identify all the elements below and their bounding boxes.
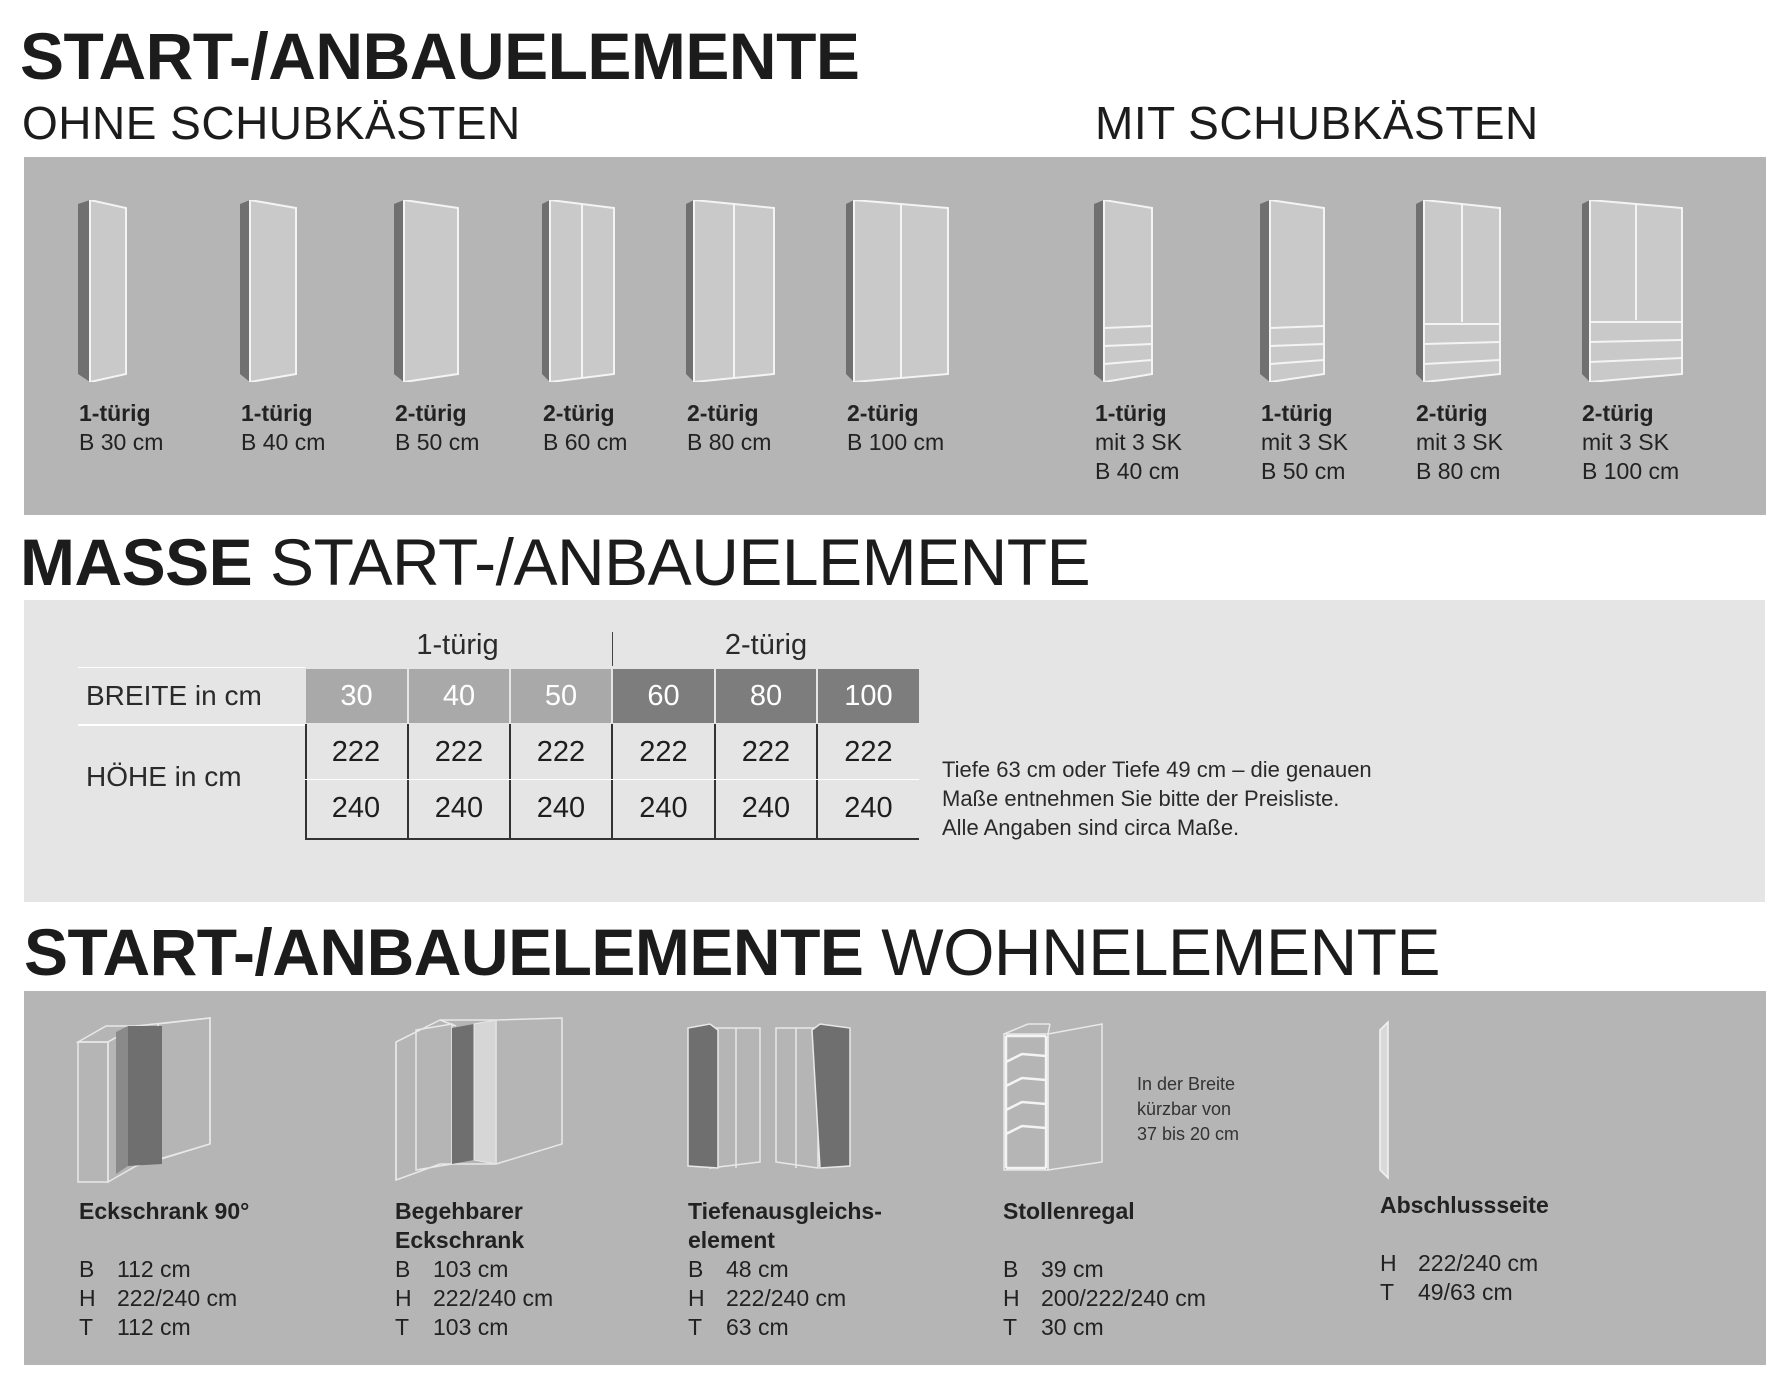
width-cell: 100 [818, 669, 919, 723]
label-element-1: 1-türig B 30 cm [79, 400, 164, 455]
shelf-unit-icon [1002, 1022, 1106, 1174]
width-cell: 50 [511, 669, 611, 723]
cabinet-1door-30 [78, 200, 128, 382]
cabinet-2door-50 [394, 200, 460, 382]
width-cell: 40 [409, 669, 509, 723]
label-element-6: 2-türig B 100 cm [847, 400, 945, 455]
wohnelemente-panel [24, 991, 1766, 1365]
height-cell: 240 [844, 791, 893, 824]
height-cell: 240 [434, 791, 484, 824]
shelf-unit-label: Stollenregal B 39 cm H 200/222/240 cm T 30 cm [1003, 1198, 1206, 1340]
grid-line [305, 838, 919, 840]
label-element-2: 1-türig B 40 cm [241, 400, 326, 455]
cabinet-2door-drawers-80 [1416, 200, 1502, 382]
height-cell: 222 [639, 735, 688, 768]
label-element-3: 2-türig B 50 cm [395, 400, 480, 455]
label-drawer-element-1: 1-türig mit 3 SK B 40 cm [1095, 400, 1182, 484]
grid-line [305, 779, 919, 780]
corner-cabinet-label: Eckschrank 90° B 112 cm H 222/240 cm T 112 cm [79, 1198, 250, 1340]
depth-compensation-element-icon [686, 1022, 854, 1174]
row-header-hoehe: HÖHE in cm [86, 761, 242, 792]
group-1-door: 1-türig [416, 629, 499, 661]
end-panel-icon [1378, 1020, 1392, 1180]
label-drawer-element-3: 2-türig mit 3 SK B 80 cm [1416, 400, 1503, 484]
cabinet-1door-drawers-50 [1260, 200, 1326, 382]
page-title: START-/ANBAUELEMENTE [20, 19, 860, 93]
group-2-door: 2-türig [724, 629, 808, 661]
wohnelemente-title: START-/ANBAUELEMENTE WOHNELEMENTE [24, 915, 1440, 989]
subtitle-with-drawers: MIT SCHUBKÄSTEN [1095, 97, 1539, 149]
breite-bottom-rule [78, 724, 305, 726]
label-drawer-element-2: 1-türig mit 3 SK B 50 cm [1261, 400, 1348, 484]
walk-in-corner-cabinet-label: Begehbarer Eckschrank B 103 cm H 222/240 cm T 103 cm [395, 1198, 554, 1340]
cabinet-1door-drawers-40 [1094, 200, 1154, 382]
height-cell: 222 [331, 735, 381, 768]
walk-in-corner-cabinet-icon [392, 1014, 568, 1186]
height-cell: 222 [844, 735, 893, 768]
depth-compensation-element-label: Tiefenausgleichs- element B 48 cm H 222/240 cm T 63 cm [688, 1198, 882, 1340]
row-header-breite: BREITE in cm [86, 680, 262, 711]
label-element-5: 2-türig B 80 cm [687, 400, 772, 455]
cabinet-2door-80 [686, 200, 776, 382]
height-cell: 240 [741, 791, 791, 824]
label-drawer-element-4: 2-türig mit 3 SK B 100 cm [1582, 400, 1680, 484]
corner-cabinet-icon [76, 1014, 216, 1186]
label-element-4: 2-türig B 60 cm [543, 400, 628, 455]
height-cell: 222 [536, 735, 586, 768]
group-divider [612, 632, 613, 666]
cabinet-2door-100 [846, 200, 950, 382]
height-cell: 222 [741, 735, 791, 768]
masse-title: MASSE START-/ANBAUELEMENTE [20, 525, 1091, 599]
subtitle-without-drawers: OHNE SCHUBKÄSTEN [22, 97, 521, 149]
end-panel-label: Abschlussseite H 222/240 cm T 49/63 cm [1380, 1192, 1549, 1305]
width-cell: 60 [613, 669, 714, 723]
masse-note: Tiefe 63 cm oder Tiefe 49 cm – die genauen Maße entnehmen Sie bitte der Preisliste. Alle Angaben sind circa Maße. [942, 757, 1372, 840]
height-cell: 222 [434, 735, 484, 768]
cabinet-2door-60 [542, 200, 616, 382]
shelf-unit-note: In der Breite kürzbar von 37 bis 20 cm [1137, 1074, 1240, 1144]
width-cell: 80 [716, 669, 816, 723]
height-cell: 240 [331, 791, 381, 824]
width-cell: 30 [306, 669, 407, 723]
height-cell: 240 [536, 791, 586, 824]
height-cell: 240 [639, 791, 688, 824]
cabinet-2door-drawers-100 [1582, 200, 1684, 382]
cabinet-1door-40 [240, 200, 298, 382]
breite-top-rule [78, 667, 305, 668]
